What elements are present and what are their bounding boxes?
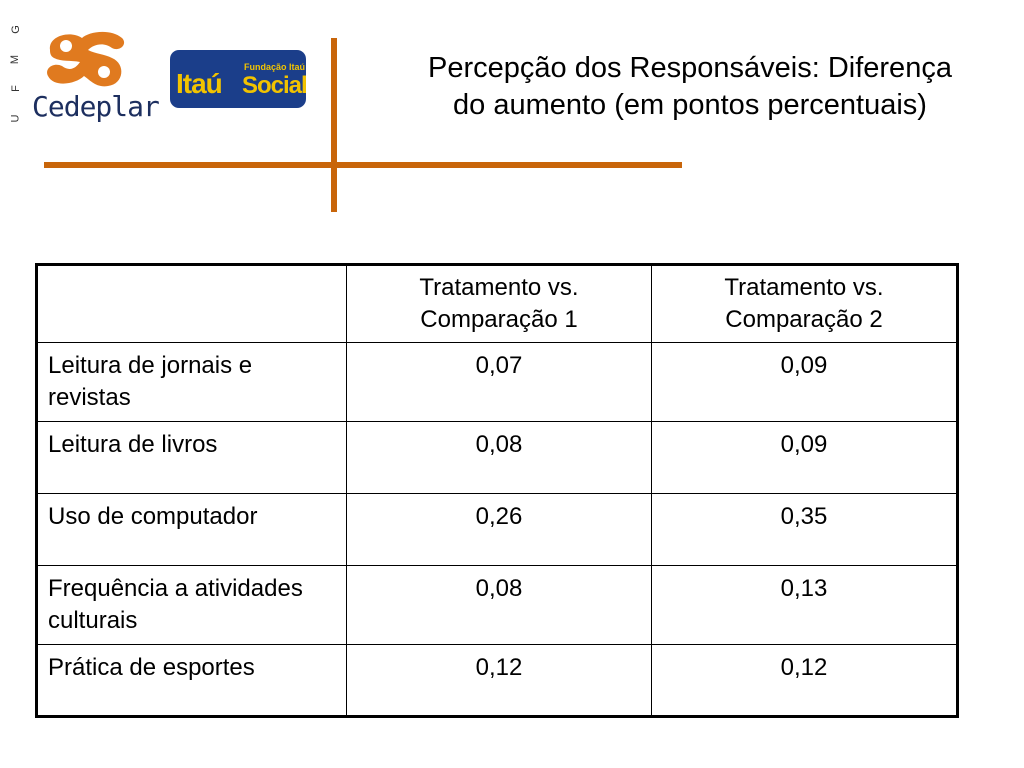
row-label: Leitura de livros [37,422,347,494]
itau-social-logo [170,50,306,108]
value-comparison-2: 0,09 [651,343,957,422]
table-row [37,422,958,494]
slide-title-line-1: Percepção dos Responsáveis: Diferença [428,52,952,84]
cedeplar-logo-text: Cedeplar [32,90,159,123]
value-comparison-1: 0,08 [347,422,652,494]
divider-vertical [331,38,337,212]
slide-title [360,50,1020,124]
value-comparison-2: 0,09 [651,422,957,494]
cedeplar-logo-icon [40,28,130,90]
value-comparison-1: 0,12 [347,645,652,717]
ufmg-letter: U [9,114,22,123]
row-label: Leitura de jornais e revistas [37,343,347,422]
slide-title-line-2: do aumento (em pontos percentuais) [453,89,927,121]
table-row [37,645,958,717]
itau-logo-social: Social [242,72,307,99]
divider-horizontal [44,162,682,168]
table-row [37,566,958,645]
value-comparison-1: 0,26 [347,494,652,566]
row-label: Frequência a atividades culturais [37,566,347,645]
value-comparison-2: 0,35 [651,494,957,566]
table-header-comparison-1: Tratamento vs. Comparação 1 [347,265,652,343]
value-comparison-2: 0,12 [651,645,957,717]
table-row [37,494,958,566]
ufmg-letter: F [9,85,22,93]
row-label: Prática de esportes [37,645,347,717]
value-comparison-2: 0,13 [651,566,957,645]
itau-logo-fundacao: Fundação Itaú [244,62,306,72]
results-table [35,263,959,718]
ufmg-logo [8,24,24,124]
itau-logo-name: Itaú [176,68,222,99]
ufmg-letter: M [9,54,22,64]
ufmg-letter: G [9,25,22,34]
table-header-row [37,265,958,343]
table-row [37,343,958,422]
value-comparison-1: 0,07 [347,343,652,422]
table-header-comparison-2: Tratamento vs. Comparação 2 [651,265,957,343]
row-label: Uso de computador [37,494,347,566]
value-comparison-1: 0,08 [347,566,652,645]
table-header-empty [37,265,347,343]
